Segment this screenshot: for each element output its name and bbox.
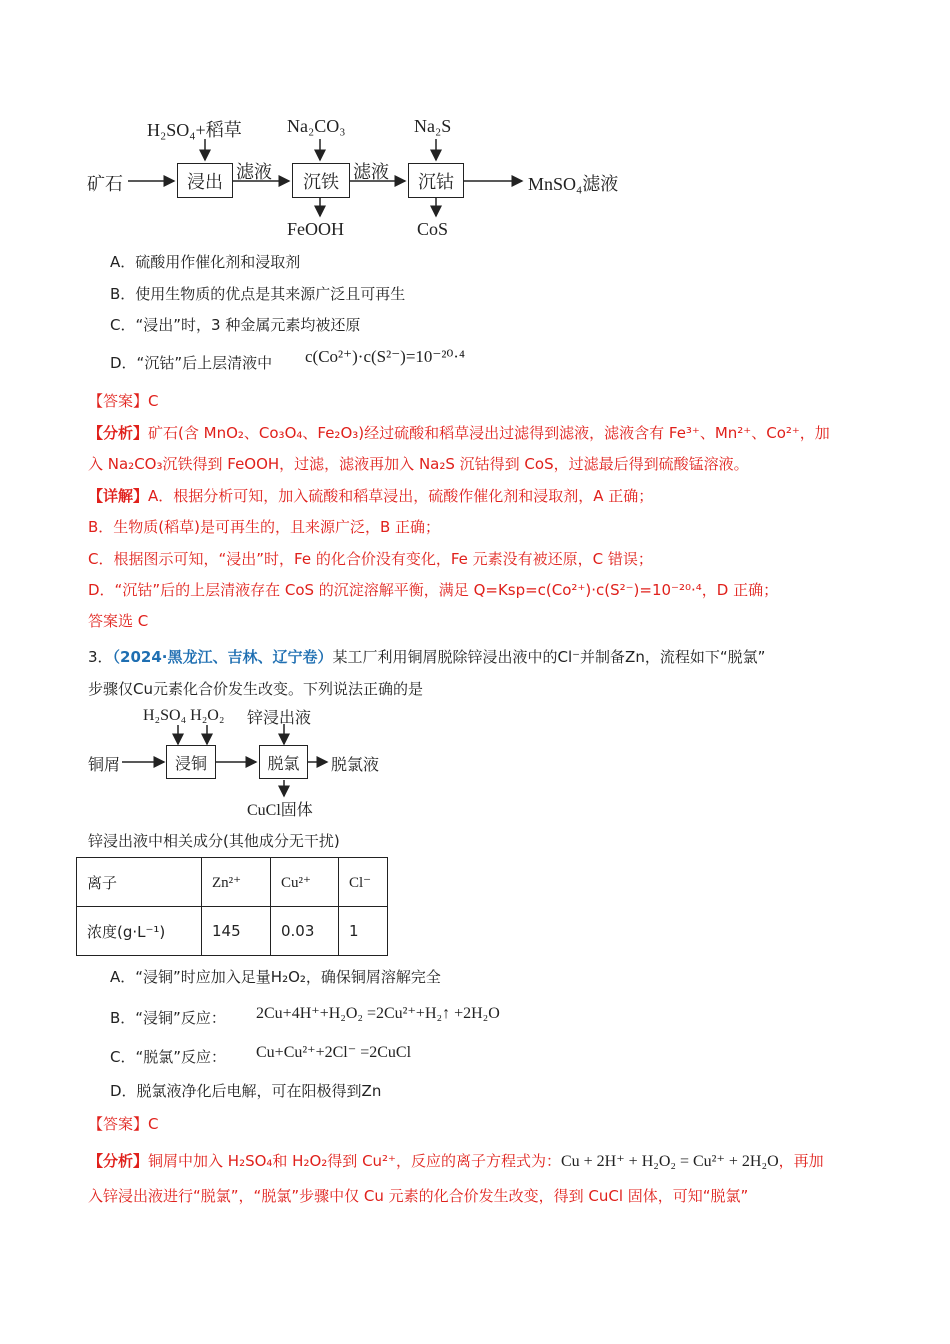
filtrate-label-2: 滤液 bbox=[353, 162, 389, 182]
reagent-h2so4-straw: H₂SO₄+稻草 bbox=[147, 120, 242, 140]
q3-ion-table bbox=[76, 857, 388, 956]
q2-option-d-prefix: D．“沉钴”后上层清液中 bbox=[110, 354, 273, 372]
product-mnso4-filtrate: MnSO₄滤液 bbox=[528, 174, 619, 194]
q3-stem-text-1: 某工厂利用铜屑脱除锌浸出液中的Cl⁻并制备Zn，流程如下“脱氯” bbox=[332, 648, 766, 666]
q3-cucl-solid: CuCl固体 bbox=[247, 802, 313, 819]
table-header-cell: 离子 bbox=[77, 858, 202, 907]
q2-analysis-tag: 【分析】 bbox=[88, 424, 149, 442]
ore-label: 矿石 bbox=[87, 174, 123, 194]
q3-reagents-label: H₂SO₄ H₂O₂ bbox=[143, 707, 225, 724]
q2-detail-tag: 【详解】 bbox=[88, 487, 149, 505]
q2-detail-line-d: D．“沉钴”后的上层清液存在 CoS 的沉淀溶解平衡，满足 Q=Ksp=c(Co²⁺)·c(S²⁻)=10⁻²⁰·⁴，D 正确； bbox=[88, 581, 779, 599]
q2-option-c: C．“浸出”时，3 种金属元素均被还原 bbox=[110, 316, 361, 334]
q2-detail-line-c: C．根据图示可知，“浸出”时，Fe 的化合价没有变化，Fe 元素没有被还原，C 错误； bbox=[88, 550, 653, 568]
q3-option-b-equation: 2Cu+4H⁺+H₂O₂ =2Cu²⁺+H₂↑ +2H₂O bbox=[256, 1005, 500, 1022]
table-header-row bbox=[77, 858, 388, 907]
q3-step-dechlorination-box: 脱氯 bbox=[259, 745, 308, 779]
reagent-na2co3: Na₂CO₃ bbox=[287, 116, 346, 136]
q3-input-copper-scrap: 铜屑 bbox=[88, 757, 121, 774]
q3-analysis-tag: 【分析】 bbox=[88, 1152, 149, 1170]
q2-conclusion: 答案选 C bbox=[88, 612, 149, 630]
q2-option-b: B．使用生物质的优点是其来源广泛且可再生 bbox=[110, 285, 406, 303]
q3-option-b-prefix: B．“浸铜”反应： bbox=[110, 1009, 226, 1027]
q2-analysis-text-1: 矿石(含 MnO₂、Co₃O₄、Fe₂O₃)经过硫酸和稻草浸出过滤得到滤液，滤液含有 Fe³⁺、Mn²⁺、Co²⁺，加 bbox=[148, 424, 830, 442]
q3-answer: 【答案】C bbox=[88, 1115, 159, 1133]
q3-option-c-equation: Cu+Cu²⁺+2Cl⁻ =2CuCl bbox=[256, 1044, 412, 1061]
q3-table-caption: 锌浸出液中相关成分(其他成分无干扰) bbox=[88, 832, 340, 850]
q2-detail-text-a: A．根据分析可知，加入硫酸和稻草浸出，硫酸作催化剂和浸取剂，A 正确； bbox=[148, 487, 654, 505]
step-iron-precip-box: 沉铁 bbox=[292, 163, 350, 198]
precip-feooh: FeOOH bbox=[287, 219, 344, 239]
q3-analysis-line-2: 入锌浸出液进行“脱氯”，“脱氯”步骤中仅 Cu 元素的化合价发生改变，得到 CuCl 固体，可知“脱氯” bbox=[88, 1187, 749, 1205]
q3-step-copper-leach-box: 浸铜 bbox=[166, 745, 216, 779]
table-cell: 1 bbox=[339, 907, 388, 956]
q3-zinc-liquor-label: 锌浸出液 bbox=[247, 710, 312, 727]
q3-stem-line-2: 步骤仅Cu元素化合价发生改变。下列说法正确的是 bbox=[88, 680, 423, 698]
table-row bbox=[77, 907, 388, 956]
q3-option-d: D．脱氯液净化后电解，可在阳极得到Zn bbox=[110, 1082, 382, 1100]
table-row-label: 浓度(g·L⁻¹) bbox=[77, 907, 202, 956]
q3-analysis-line-1 bbox=[88, 1150, 824, 1171]
filtrate-label-1: 滤液 bbox=[236, 162, 272, 182]
q3-option-a: A．“浸铜”时应加入足量H₂O₂，确保铜屑溶解完全 bbox=[110, 968, 441, 986]
step-leach-box: 浸出 bbox=[177, 163, 233, 198]
q3-analysis-text-1a: 铜屑中加入 H₂SO₄和 H₂O₂得到 Cu²⁺，反应的离子方程式为： bbox=[148, 1152, 561, 1170]
q2-option-d-formula: c(Co²⁺)·c(S²⁻)=10⁻²⁰·⁴ bbox=[305, 347, 465, 366]
q2-analysis-line-2: 入 Na₂CO₃沉铁得到 FeOOH，过滤，滤液再加入 Na₂S 沉钴得到 CoS，过滤最后得到硫酸锰溶液。 bbox=[88, 455, 749, 473]
reagent-na2s: Na₂S bbox=[414, 116, 452, 136]
q3-source: （2024·黑龙江、吉林、辽宁卷） bbox=[112, 648, 333, 666]
table-cell: 145 bbox=[202, 907, 271, 956]
table-cell: 0.03 bbox=[271, 907, 339, 956]
q3-analysis-text-1b: ，再加 bbox=[778, 1152, 824, 1170]
table-header-cell: Cl⁻ bbox=[339, 858, 388, 907]
table-header-cell: Zn²⁺ bbox=[202, 858, 271, 907]
q2-option-a: A．硫酸用作催化剂和浸取剂 bbox=[110, 253, 301, 271]
q3-number: 3． bbox=[88, 648, 113, 666]
q2-answer: 【答案】C bbox=[88, 392, 159, 410]
q3-option-c-prefix: C．“脱氯”反应： bbox=[110, 1048, 227, 1066]
q2-detail-line-b: B．生物质(稻草)是可再生的，且来源广泛，B 正确； bbox=[88, 518, 441, 536]
precip-cos: CoS bbox=[417, 219, 449, 239]
step-cobalt-precip-box: 沉钴 bbox=[408, 163, 464, 198]
q3-output-dechlorinated-liquor: 脱氯液 bbox=[331, 757, 380, 774]
table-header-cell: Cu²⁺ bbox=[271, 858, 339, 907]
q3-analysis-equation: Cu + 2H⁺ + H₂O₂ = Cu²⁺ + 2H₂O bbox=[560, 1153, 779, 1170]
